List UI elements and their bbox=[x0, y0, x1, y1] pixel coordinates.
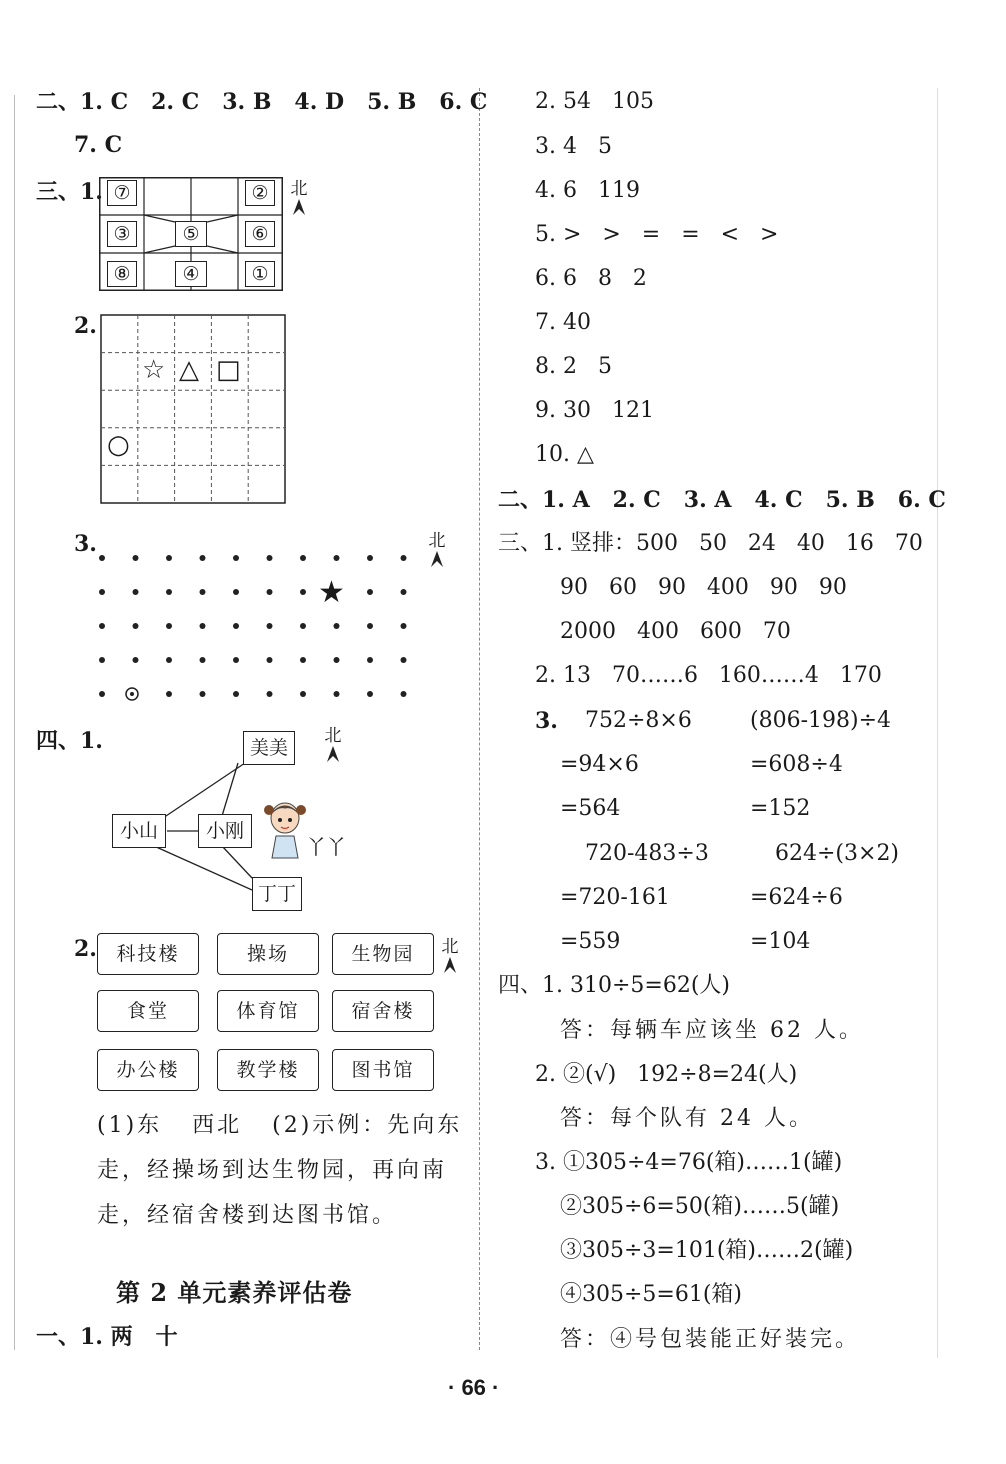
building-r1-c2: 操场 bbox=[217, 933, 319, 975]
right-q6: 6. 6 8 2 bbox=[535, 266, 647, 291]
grid-dot bbox=[233, 657, 239, 663]
grid-dot bbox=[133, 555, 139, 561]
north-arrow-icon bbox=[443, 956, 457, 974]
place-meimei: 美美 bbox=[243, 731, 295, 765]
right-s4-line-8: ④305÷5=61(箱) bbox=[560, 1282, 743, 1307]
right-s4-line-4: 答：每个队有 24 人。 bbox=[560, 1106, 814, 1131]
building-r2-c3: 宿舍楼 bbox=[332, 990, 434, 1032]
grid-dot bbox=[166, 657, 172, 663]
north-indicator-4 bbox=[438, 938, 462, 974]
circle-shape: ○ bbox=[107, 430, 130, 460]
grid-dot bbox=[200, 589, 206, 595]
grid-dot bbox=[267, 657, 273, 663]
north-label: 北 bbox=[441, 937, 459, 957]
calc-right-1: (806-198)÷4 bbox=[750, 708, 892, 733]
cell-bot-center: ④ bbox=[175, 261, 207, 287]
q2-answer-line-3: 走，经宿舍楼到达图书馆。 bbox=[97, 1203, 398, 1228]
grid-dot bbox=[334, 691, 340, 697]
grid-dot bbox=[334, 623, 340, 629]
cell-top-right: ② bbox=[245, 180, 275, 206]
building-r1-c1: 科技楼 bbox=[97, 933, 199, 975]
calc-left-4: 720-483÷3 bbox=[585, 841, 709, 866]
grid-dot bbox=[166, 555, 172, 561]
right-s4-line-3: 2. ②(√) 192÷8=24(人) bbox=[535, 1062, 798, 1087]
square-shape: □ bbox=[216, 355, 241, 385]
calc-right-5: =624÷6 bbox=[750, 885, 843, 910]
north-indicator-1 bbox=[287, 180, 311, 216]
grid-dot bbox=[334, 657, 340, 663]
grid-dot bbox=[200, 657, 206, 663]
grid-dot bbox=[334, 555, 340, 561]
grid-dot bbox=[367, 589, 373, 595]
right-q4: 4. 6 119 bbox=[535, 178, 640, 203]
building-r2-c1: 食堂 bbox=[97, 990, 199, 1032]
grid-dot bbox=[233, 589, 239, 595]
grid-dot bbox=[367, 657, 373, 663]
right-s3-q1-line-3: 2000 400 600 70 bbox=[560, 619, 791, 644]
right-s3-q1-line-1: 三、1. 竖排：500 50 24 40 16 70 bbox=[498, 531, 923, 556]
north-arrow-icon bbox=[326, 745, 340, 763]
grid-dot bbox=[300, 691, 306, 697]
grid-dot bbox=[401, 623, 407, 629]
grid-dot bbox=[233, 555, 239, 561]
grid-dot bbox=[401, 555, 407, 561]
north-indicator-2 bbox=[425, 532, 449, 568]
right-margin-rule bbox=[937, 88, 938, 1358]
dot-grid bbox=[92, 548, 412, 708]
right-s3-q1-line-2: 90 60 90 400 90 90 bbox=[560, 575, 847, 600]
grid-dot bbox=[133, 589, 139, 595]
grid-dot bbox=[401, 691, 407, 697]
section-3-q1-label: 三、1. bbox=[36, 179, 103, 205]
grid-dot bbox=[300, 623, 306, 629]
grid-dot bbox=[166, 691, 172, 697]
direction-diagram bbox=[99, 177, 283, 291]
north-indicator-3 bbox=[321, 727, 345, 763]
grid-dot bbox=[99, 623, 105, 629]
building-r3-c3: 图书馆 bbox=[332, 1049, 434, 1091]
north-label: 北 bbox=[324, 726, 342, 746]
unit-title: 第 2 单元素养评估卷 bbox=[116, 1278, 353, 1307]
cell-top-left: ⑦ bbox=[107, 180, 137, 206]
grid-dot bbox=[233, 623, 239, 629]
calc-left-6: =559 bbox=[560, 929, 621, 954]
calc-left-3: =564 bbox=[560, 796, 621, 821]
star-shape: ☆ bbox=[142, 355, 166, 385]
right-q2: 2. 54 105 bbox=[535, 89, 654, 114]
north-label: 北 bbox=[428, 531, 446, 551]
grid-dot bbox=[267, 691, 273, 697]
grid-dot bbox=[267, 623, 273, 629]
building-r2-c2: 体育馆 bbox=[217, 990, 319, 1032]
grid-dot bbox=[200, 691, 206, 697]
right-q8: 8. 2 5 bbox=[535, 354, 612, 379]
building-r3-c2: 教学楼 bbox=[217, 1049, 319, 1091]
right-s4-line-5: 3. ①305÷4=76(箱)……1(罐) bbox=[535, 1150, 843, 1175]
right-s4-line-1: 四、1. 310÷5=62(人) bbox=[498, 973, 730, 998]
right-q10: 10. △ bbox=[535, 442, 594, 467]
place-dingding: 丁丁 bbox=[252, 877, 302, 911]
grid-dot bbox=[300, 589, 306, 595]
section-2-answers-1-6: 二、1. C 2. C 3. B 4. D 5. B 6. C bbox=[36, 89, 488, 115]
right-s3-q2: 2. 13 70……6 160……4 170 bbox=[535, 663, 882, 688]
grid-dot bbox=[267, 555, 273, 561]
grid-dot bbox=[99, 589, 105, 595]
grid-dot bbox=[401, 657, 407, 663]
shape-grid bbox=[100, 314, 286, 504]
grid-dot bbox=[99, 555, 105, 561]
section-4-q1-label: 四、1. bbox=[36, 728, 103, 754]
cell-mid-right: ⑥ bbox=[245, 221, 275, 247]
right-s4-line-7: ③305÷3=101(箱)……2(罐) bbox=[560, 1238, 854, 1263]
right-q5: 5. > > = = < > bbox=[535, 222, 779, 247]
cell-mid-left: ③ bbox=[107, 221, 137, 247]
grid-dot bbox=[200, 623, 206, 629]
calc-right-6: =104 bbox=[750, 929, 811, 954]
section-2-answer-7: 7. C bbox=[74, 132, 123, 158]
right-s4-line-6: ②305÷6=50(箱)……5(罐) bbox=[560, 1194, 840, 1219]
right-s4-line-2: 答：每辆车应该坐 62 人。 bbox=[560, 1018, 864, 1043]
grid-dot bbox=[401, 589, 407, 595]
grid-dot bbox=[133, 623, 139, 629]
page-number: · 66 · bbox=[448, 1375, 500, 1400]
building-r3-c1: 办公楼 bbox=[97, 1049, 199, 1091]
right-section-2: 二、1. A 2. C 3. A 4. C 5. B 6. C bbox=[498, 487, 946, 513]
calc-right-4: 624÷(3×2) bbox=[775, 841, 900, 866]
grid-dot bbox=[166, 589, 172, 595]
column-divider bbox=[479, 88, 480, 1350]
grid-dot bbox=[367, 691, 373, 697]
grid-dot bbox=[99, 657, 105, 663]
calc-right-3: =152 bbox=[750, 796, 811, 821]
star-mark: ★ bbox=[318, 575, 345, 610]
cell-bot-right: ① bbox=[245, 261, 275, 287]
north-arrow-icon bbox=[430, 550, 444, 568]
grid-dot bbox=[367, 555, 373, 561]
calc-left-1: 752÷8×6 bbox=[585, 708, 692, 733]
right-q3: 3. 4 5 bbox=[535, 134, 612, 159]
girl-figure-icon bbox=[262, 796, 308, 860]
right-s4-line-9: 答：④号包装能正好装完。 bbox=[560, 1327, 861, 1352]
grid-dot bbox=[99, 691, 105, 697]
section-3-q2-label: 2. bbox=[74, 313, 97, 339]
place-yaya: 丫丫 bbox=[306, 835, 346, 859]
grid-dot bbox=[300, 657, 306, 663]
grid-dot bbox=[300, 555, 306, 561]
grid-dot bbox=[367, 623, 373, 629]
right-s3-q3-label: 3. bbox=[535, 708, 558, 734]
place-xiaogang: 小刚 bbox=[198, 814, 252, 848]
grid-dot bbox=[133, 657, 139, 663]
section-3-q3-label: 3. bbox=[74, 531, 97, 557]
cell-bot-left: ⑧ bbox=[107, 261, 137, 287]
section-4-q2-label: 2. bbox=[74, 936, 97, 962]
cell-mid-center: ⑤ bbox=[175, 221, 207, 247]
north-arrow-icon bbox=[292, 198, 306, 216]
q2-answer-line-1: (1)东 西北 (2)示例：先向东 bbox=[97, 1113, 463, 1138]
q2-answer-line-2: 走，经操场到达生物园，再向南 bbox=[97, 1158, 448, 1183]
grid-dot bbox=[267, 589, 273, 595]
calc-left-2: =94×6 bbox=[560, 752, 639, 777]
grid-dot bbox=[233, 691, 239, 697]
building-r1-c3: 生物园 bbox=[332, 933, 434, 975]
calc-right-2: =608÷4 bbox=[750, 752, 843, 777]
place-xiaoshan: 小山 bbox=[112, 814, 166, 848]
triangle-shape: △ bbox=[179, 355, 199, 385]
calc-left-5: =720-161 bbox=[560, 885, 670, 910]
right-q7: 7. 40 bbox=[535, 310, 591, 335]
left-margin-rule bbox=[14, 95, 15, 1350]
grid-dot bbox=[200, 555, 206, 561]
unit-section-1-q1: 一、1. 两 十 bbox=[36, 1324, 178, 1350]
right-q9: 9. 30 121 bbox=[535, 398, 654, 423]
north-label: 北 bbox=[290, 179, 308, 199]
grid-dot bbox=[166, 623, 172, 629]
